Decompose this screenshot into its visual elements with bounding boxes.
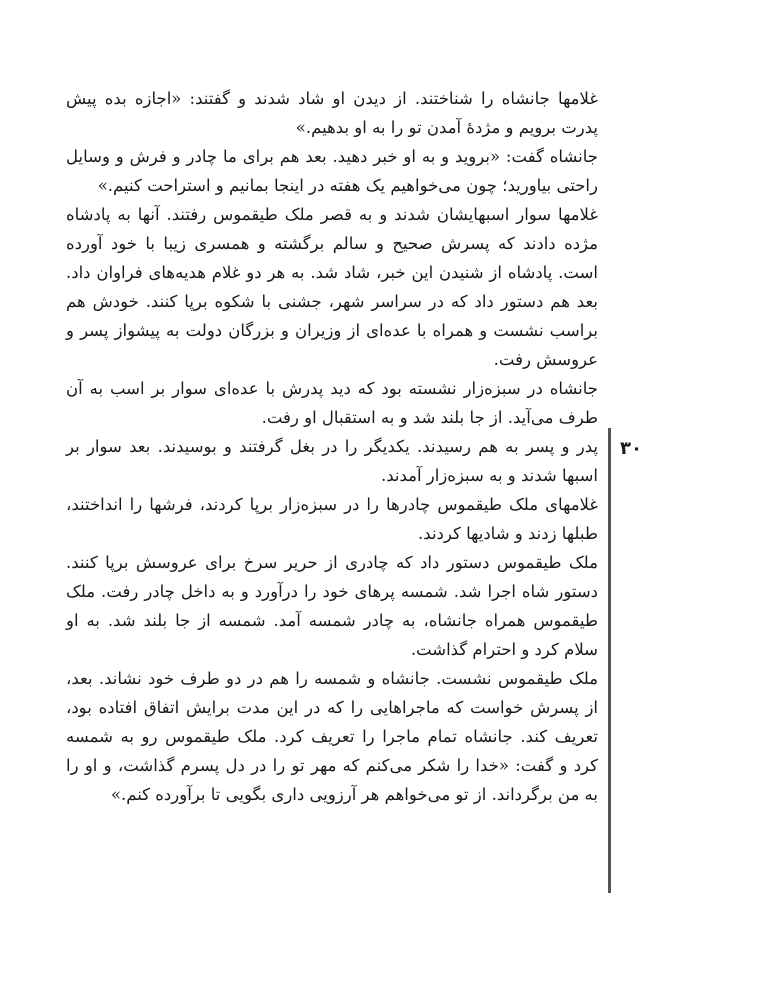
paragraph: ملک طیقموس دستور داد که چادری از حریر سرخ برای عروسش برپا کنند. دستور شاه اجرا شد. شمسه پرهای خود را درآورد و به داخل چادر رفت. ملک طیقموس همراه جانشاه، به چادر شمسه آمد. شمسه از جا بلند شد. به او سلام کرد و احترام گذاشت.: [66, 553, 598, 659]
page-number: ۳۰: [620, 438, 642, 459]
body-text: [66, 84, 598, 809]
paragraph: پدر و پسر به هم رسیدند. یکدیگر را در بغل گرفتند و بوسیدند. بعد سوار بر اسبها شدند و به سبزه‌زار آمدند.: [66, 437, 598, 485]
paragraph: غلامها جانشاه را شناختند. از دیدن او شاد شدند و گفتند: «اجازه بده پیش پدرت برویم و مژدهٔ آمدن تو را به او بدهیم.»: [66, 89, 598, 137]
paragraph: غلامها سوار اسبهایشان شدند و به قصر ملک طیقموس رفتند. آنها به پادشاه مژده دادند که پسرش صحیح و سالم برگشته و همسری زیبا با خود آورده است. پادشاه از شنیدن این خبر، شاد شد. به هر دو غلام هدیه‌های فراوان داد. بعد هم دستور داد که در سراسر شهر، جشنی با شکوه برپا کنند. خودش هم براسب نشست و همراه با عده‌ای از وزیران و بزرگان دولت به پیشواز پسر و عروسش رفت.: [66, 205, 598, 369]
paragraph: جانشاه در سبزه‌زار نشسته بود که دید پدرش با عده‌ای سوار بر اسب به آن طرف می‌آید. از جا بلند شد و به استقبال او رفت.: [66, 379, 598, 427]
margin-rule: [608, 428, 611, 893]
paragraph: ملک طیقموس نشست. جانشاه و شمسه را هم در دو طرف خود نشاند. بعد، از پسرش خواست که ماجراهایی را که در این مدت برایش اتفاق افتاده بود، تعریف کند. جانشاه تمام ماجرا را تعریف کرد. ملک طیقموس رو به شمسه کرد و گفت: «خدا را شکر می‌کنم که مهر تو را در دل پسرم گذاشت، و او را به من برگرداند. از تو می‌خواهم هر آرزویی داری بگویی تا برآورده کنم.»: [66, 669, 598, 804]
paragraph: غلامهای ملک طیقموس چادرها را در سبزه‌زار برپا کردند، فرشها را انداختند، طبلها زدند و شادیها کردند.: [66, 495, 598, 543]
paragraph: جانشاه گفت: «بروید و به او خبر دهید. بعد هم برای ما چادر و فرش و وسایل راحتی بیاورید؛ چون می‌خواهیم یک هفته در اینجا بمانیم و استراحت کنیم.»: [66, 147, 598, 195]
